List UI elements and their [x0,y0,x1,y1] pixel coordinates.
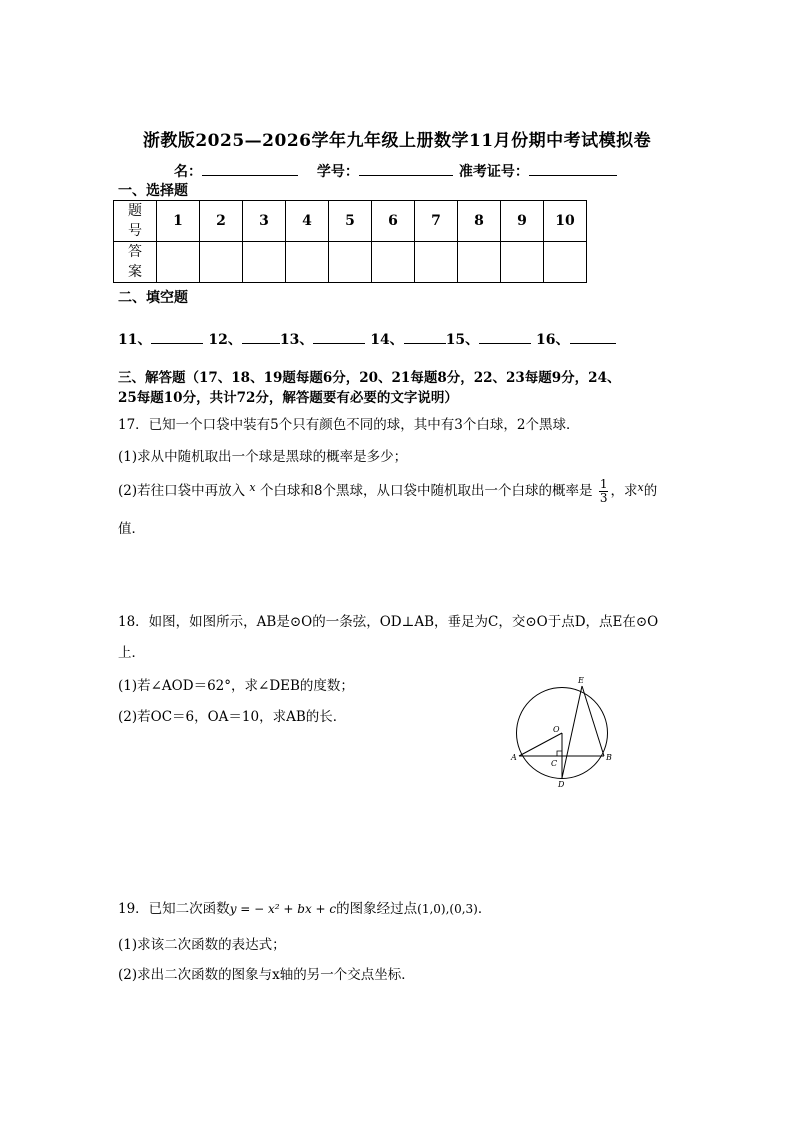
student-id-label: 学号： [316,164,359,180]
variable-x: x [249,481,256,494]
section-solve-heading-line2: 25每题10分，共计72分，解答题要有必要的文字说明） [118,390,458,406]
q19-part1: (1)求该二次函数的表达式； [118,937,286,953]
right-angle-mark [557,751,562,756]
question-number-cell: 10 [544,201,587,242]
fill-item-label: 12、 [208,332,242,348]
label-c: C [551,759,558,768]
question-number-cell: 5 [329,201,372,242]
q19-stem: 19．已知二次函数y = − x² + bx + c的图象经过点(1,0),(0,3)． [118,901,492,917]
q17-part2: (2)若往口袋中再放入 $^x$ 个白球和8个黑球，从口袋中随机取出一个白球的概率是 $\frac{1}{3}$ ，求$^x$的 [118,477,658,505]
quadratic-formula: y = − x² + bx + c [229,902,337,916]
fill-item-label: 13、 [279,332,314,348]
answer-table [113,200,587,283]
table-row [114,242,587,283]
fraction-one-third: $\frac{1}{3}$ [599,477,608,505]
answer-cell[interactable] [243,242,286,283]
exam-number-label: 准考证号： [458,164,529,180]
answer-cell[interactable] [372,242,415,283]
circle-geometry-figure [505,672,620,792]
answer-cell[interactable] [157,242,200,283]
question-number-cell: 6 [372,201,415,242]
q17-stem: 17．已知一个口袋中装有5个只有颜色不同的球，其中有3个白球，2个黑球． [118,417,580,433]
fill-blank[interactable] [404,329,446,344]
question-number-cell: 3 [243,201,286,242]
fill-blank-row [118,329,616,349]
name-label: 名： [174,164,202,180]
q18-stem-line1: 18．如图，如图所示，AB是⊙O的一条弦，OD⊥AB，垂足为C，交⊙O于点D，点E在⊙O [118,614,659,630]
answer-cell[interactable] [200,242,243,283]
variable-x: x [637,481,644,494]
label-o: O [553,725,560,734]
fill-blank[interactable] [570,329,616,344]
fill-blank[interactable] [151,329,203,344]
fill-item-label: 15、 [445,332,480,348]
question-number-cell: 2 [200,201,243,242]
q18-stem-line2: 上． [118,645,145,661]
segment-oa [519,733,562,756]
page-title: 浙教版2025—2026学年九年级上册数学11月份期中考试模拟卷 [142,131,652,151]
question-number-cell: 7 [415,201,458,242]
segment-ed [562,686,582,778]
given-points: (1,0),(0,3) [417,902,478,916]
answer-cell[interactable] [329,242,372,283]
section-solve-heading-line1: 三、解答题（17、18、19题每题6分，20、21每题8分，22、23每题9分，24、 [118,370,621,386]
q17-part1: (1)求从中随机取出一个球是黑球的概率是多少； [118,449,408,465]
q17-part2-continued: 值． [118,521,145,537]
q19-part2: (2)求出二次函数的图象与x轴的另一个交点坐标． [118,967,415,983]
exam-number-blank[interactable] [529,161,617,176]
label-a: A [511,753,517,762]
q18-part2: (2)若OC＝6，OA＝10，求AB的长． [118,709,347,725]
segment-eb [582,686,604,756]
answer-cell[interactable] [544,242,587,283]
label-b: B [606,753,612,762]
fill-item-label: 11、 [118,332,152,348]
label-d: D [558,780,565,789]
q18-part1: (1)若∠AOD＝62°，求∠DEB的度数； [118,678,354,694]
answer-cell[interactable] [415,242,458,283]
student-info-line [174,161,623,181]
question-number-cell: 1 [157,201,200,242]
label-e: E [578,676,584,685]
fill-blank[interactable] [242,329,280,344]
question-number-header: 题号 [114,201,157,242]
student-id-blank[interactable] [359,161,453,176]
answer-cell[interactable] [501,242,544,283]
question-number-cell: 9 [501,201,544,242]
table-row [114,201,587,242]
fill-item-label: 16、 [536,332,570,348]
section-fill-heading: 二、填空题 [118,290,188,306]
fill-item-label: 14、 [370,332,404,348]
fill-blank[interactable] [479,329,531,344]
question-number-cell: 4 [286,201,329,242]
answer-header: 答案 [114,242,157,283]
question-number-cell: 8 [458,201,501,242]
name-blank[interactable] [202,161,298,176]
fill-blank[interactable] [313,329,365,344]
section-choice-heading: 一、选择题 [118,183,188,199]
answer-cell[interactable] [286,242,329,283]
answer-cell[interactable] [458,242,501,283]
